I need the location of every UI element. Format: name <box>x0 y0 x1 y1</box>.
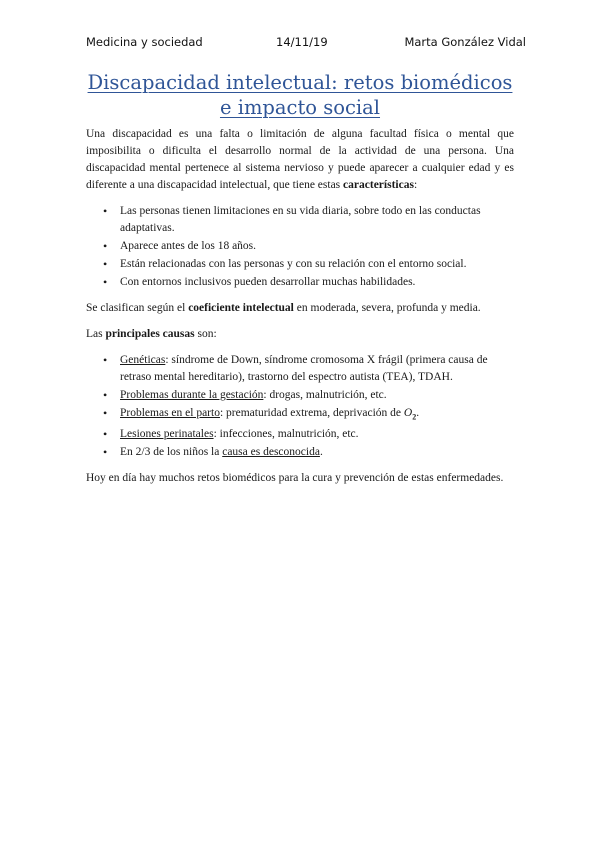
oxygen-formula <box>403 407 417 422</box>
list-item <box>120 405 514 425</box>
conclusion-paragraph: Hoy en día hay muchos retos biomédicos para la cura y prevención de estas enfermedades. <box>86 472 504 485</box>
causes-list <box>86 352 514 461</box>
classification-post: en moderada, severa, profunda y media. <box>293 302 481 314</box>
intro-text: Una discapacidad es una falta o limitación de alguna facultad física o mental que imposibilita o dificulta el desarrollo normal de la actividad de una persona. Una discapacidad mental pertenece al sistema nervioso y puede aparecer a cualquier edad y es diferente a una discapacidad intelectual, que tiene estas <box>86 128 514 191</box>
cause-text: : drogas, malnutrición, etc. <box>263 389 387 401</box>
classification-bold: coeficiente intelectual <box>188 302 294 314</box>
intro-paragraph <box>86 126 514 194</box>
formula-subscript: 2 <box>412 412 417 422</box>
causes-intro <box>86 326 514 343</box>
document-body <box>86 126 514 496</box>
list-item: • Las personas tienen limitaciones en su vida diaria, sobre todo en las conductas adaptativas. <box>120 203 514 237</box>
list-item: • Aparece antes de los 18 años. <box>120 238 514 255</box>
list-item <box>120 387 514 404</box>
cause-pre: En 2/3 de los niños la <box>120 446 223 459</box>
list-item: • Están relacionadas con las personas y con su relación con el entorno social. <box>120 256 514 273</box>
cause-label: Problemas en el parto <box>120 407 220 419</box>
list-item <box>120 352 514 386</box>
cause-text: : prematuridad extrema, deprivación de <box>219 407 404 419</box>
causes-intro-pre: Las <box>86 328 106 340</box>
classification-paragraph <box>86 300 514 317</box>
classification-pre: Se clasifican según el <box>86 302 189 314</box>
cause-label: Lesiones perinatales <box>120 428 214 441</box>
cause-label: Problemas durante la gestación <box>120 389 264 401</box>
intro-bold: características <box>343 179 414 191</box>
list-item <box>120 426 514 443</box>
header-date: 14/11/19 <box>276 35 328 49</box>
cause-text: . <box>319 446 323 459</box>
cause-end: . <box>416 407 420 419</box>
page-header <box>86 35 526 51</box>
cause-text: : síndrome de Down, síndrome cromosoma X frágil (primera causa de retraso mental hereditario), trastorno del espectro autista (TEA), TDAH. <box>120 354 488 383</box>
characteristics-list <box>86 203 514 291</box>
cause-label: causa es desconocida <box>222 446 320 459</box>
header-author: Marta González Vidal <box>404 35 526 49</box>
causes-intro-bold: principales causas <box>105 328 195 340</box>
intro-end: : <box>413 179 418 191</box>
cause-label: Genéticas <box>120 354 166 366</box>
cause-text: : infecciones, malnutrición, etc. <box>213 428 359 441</box>
list-item <box>120 444 514 461</box>
causes-intro-post: son: <box>194 328 217 340</box>
formula-symbol: O <box>403 407 413 419</box>
list-item: • Con entornos inclusivos pueden desarrollar muchas habilidades. <box>120 274 514 291</box>
header-subject: Medicina y sociedad <box>86 35 203 49</box>
document-title: Discapacidad intelectual: retos biomédicos e impacto social <box>87 71 513 119</box>
